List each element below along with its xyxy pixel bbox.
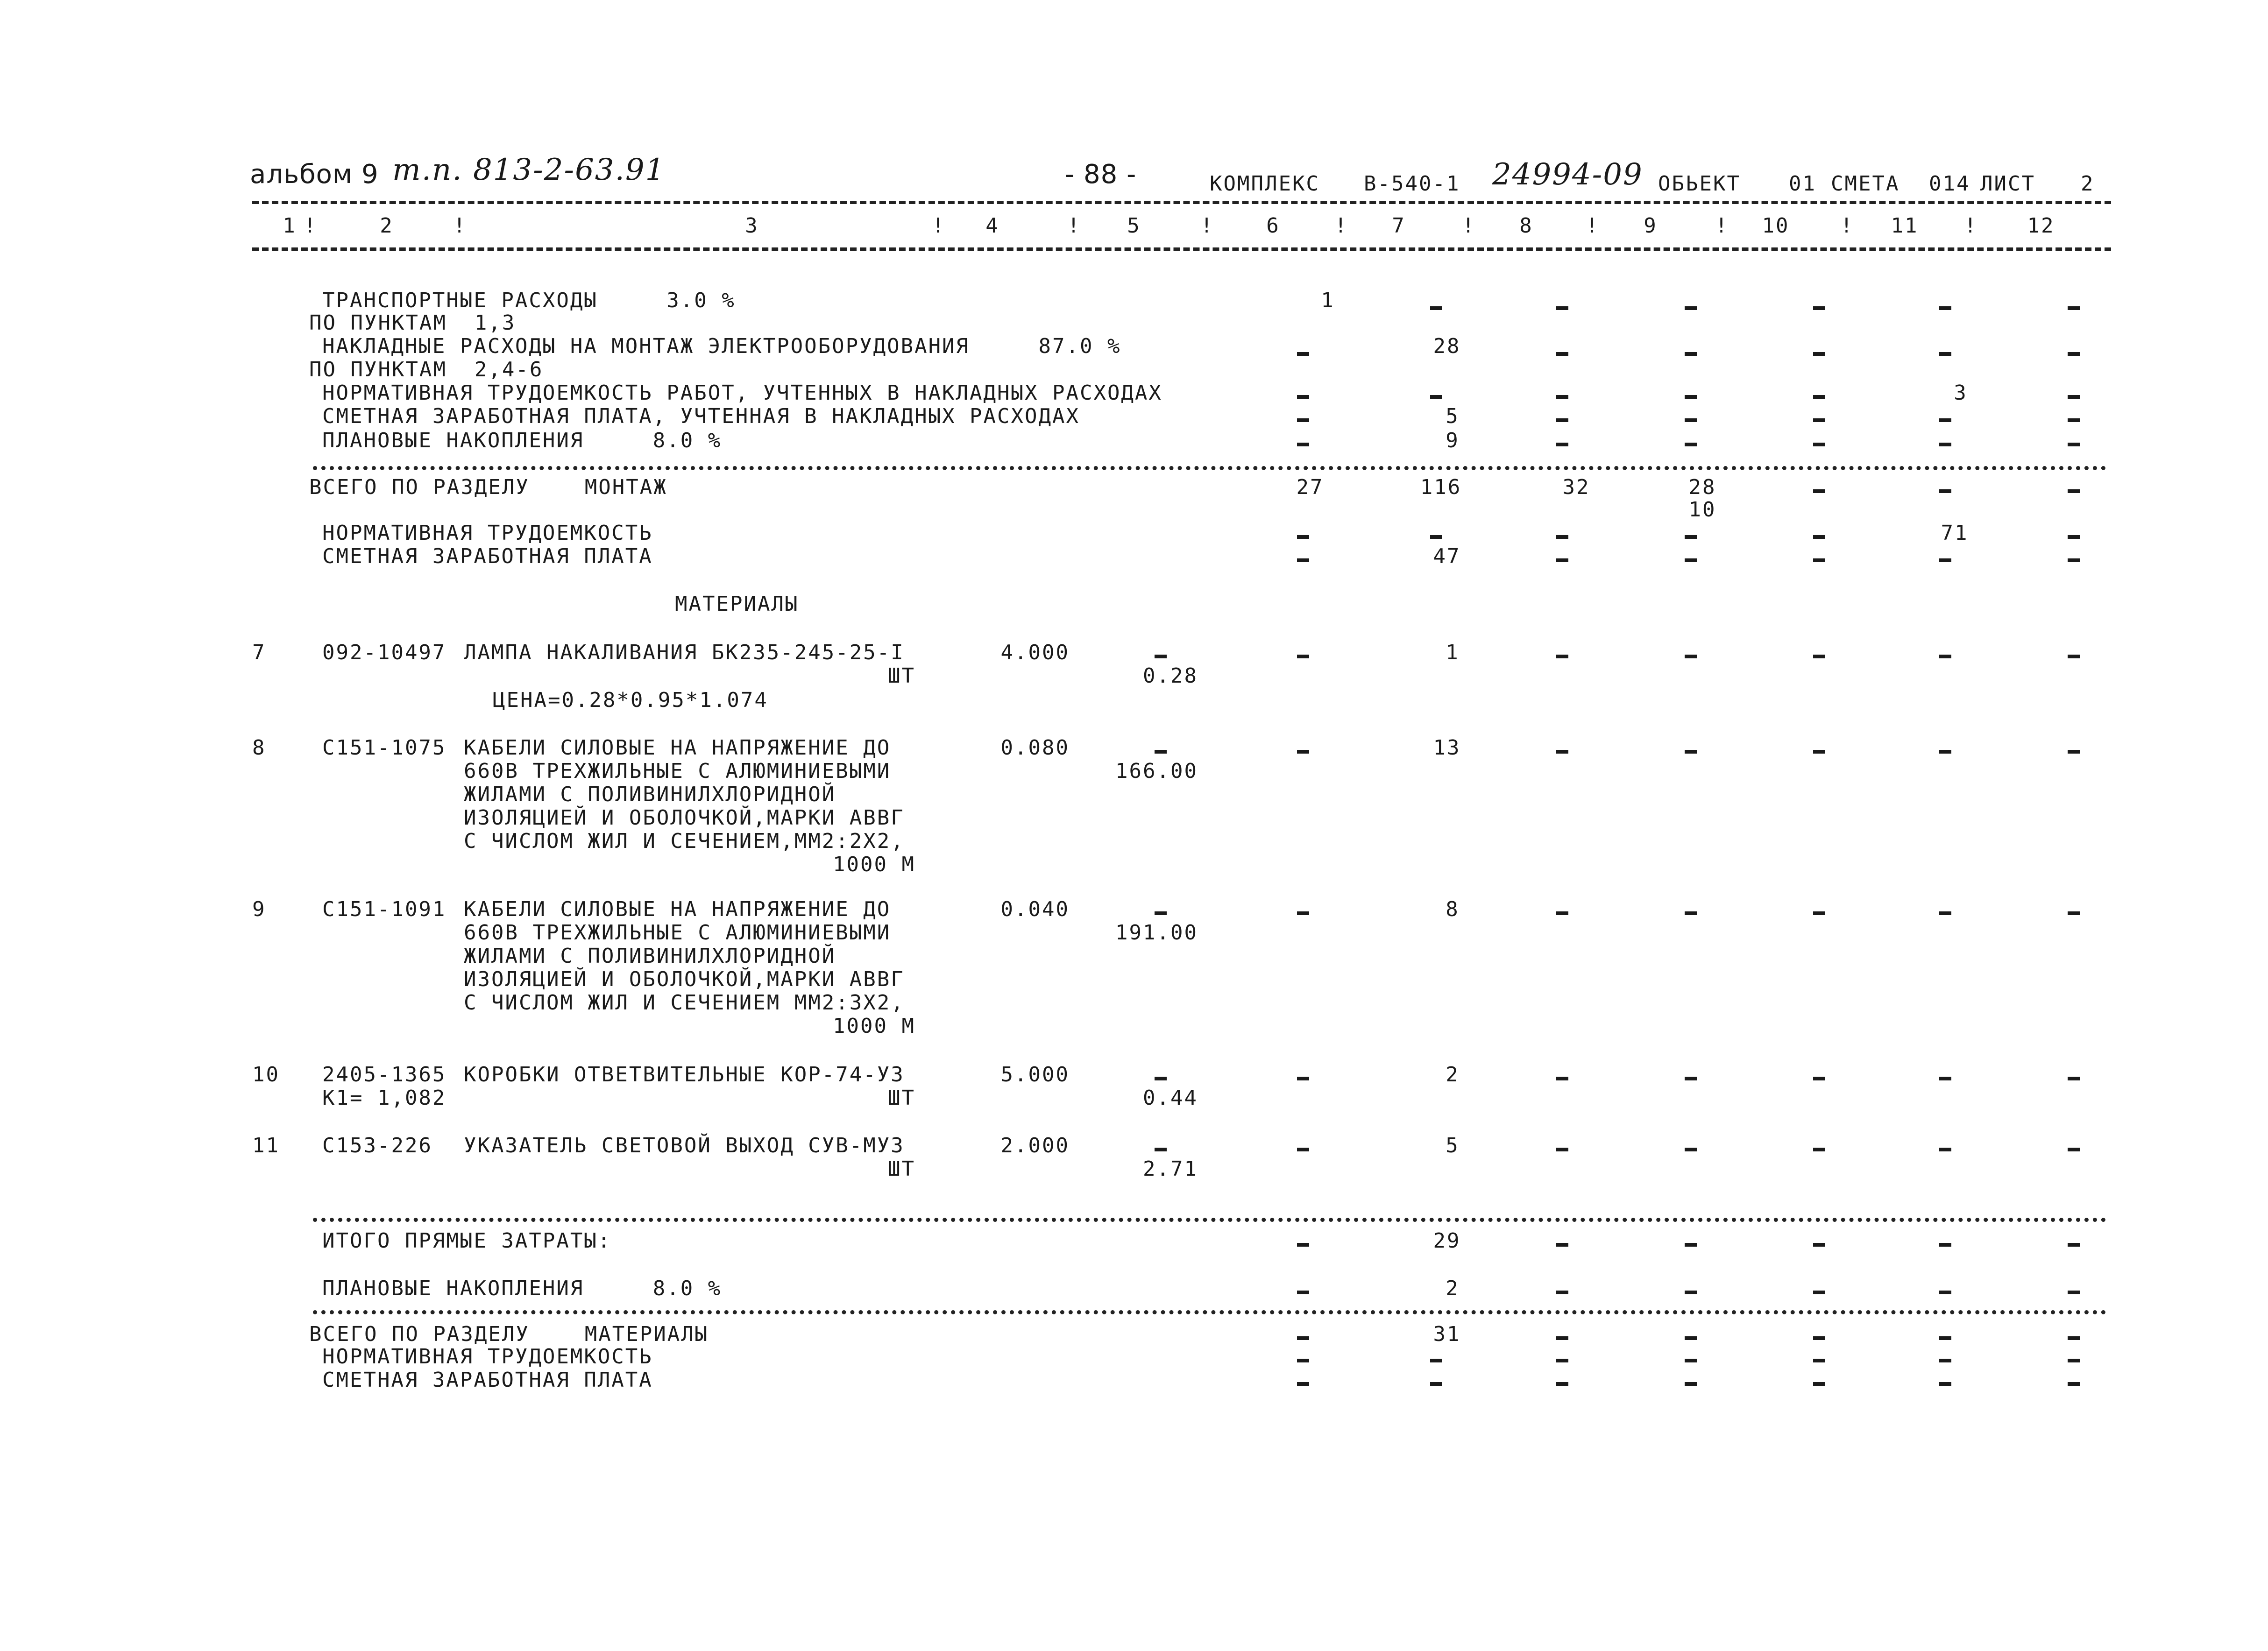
empty-cell-dash (1155, 1148, 1167, 1151)
empty-cell-dash (2068, 1336, 2080, 1340)
item-name-line: КОРОБКИ ОТВЕТВИТЕЛЬНЫЕ КОР-74-У3 (464, 1063, 905, 1087)
empty-cell-dash (1430, 1359, 1442, 1362)
item-name-line: 660В ТРЕХЖИЛЬНЫЕ С АЛЮМИНИЕВЫМИ (464, 921, 891, 945)
item-unit: 1000 М (833, 853, 915, 876)
empty-cell-dash (2068, 443, 2080, 446)
empty-cell-dash (1685, 655, 1697, 658)
complex-code: В-540-1 (1364, 172, 1460, 196)
empty-cell-dash (1939, 1336, 1951, 1340)
empty-cell-dash (1813, 911, 1825, 915)
item-quantity: 0.040 (1000, 897, 1070, 921)
labor-norm-overhead: НОРМАТИВНАЯ ТРУДОЕМКОСТЬ РАБОТ, УЧТЕННЫХ В НАКЛАДНЫХ РАСХОДАХ (322, 381, 1162, 405)
empty-cell-dash (2068, 306, 2080, 310)
empty-cell-dash (1556, 535, 1568, 539)
item-number: 11 (252, 1134, 280, 1157)
empty-cell-dash (1685, 535, 1697, 539)
column-separator: ! (1964, 214, 1978, 238)
item-name-line: 660В ТРЕХЖИЛЬНЫЕ С АЛЮМИНИЕВЫМИ (464, 759, 891, 783)
column-separator: ! (453, 214, 467, 238)
montage-total-col6: 27 (1296, 475, 1324, 499)
montage-labor-norm: НОРМАТИВНАЯ ТРУДОЕМКОСТЬ (322, 521, 653, 545)
item-col7: 8 (1446, 897, 1460, 921)
transport-points: ПО ПУНКТАМ 1,3 (309, 311, 516, 335)
item-code: С151-1091 (322, 897, 447, 921)
empty-cell-dash (1813, 1148, 1825, 1151)
empty-cell-dash (1556, 1336, 1568, 1340)
empty-cell-dash (1939, 489, 1951, 493)
empty-cell-dash (1556, 1291, 1568, 1294)
item-name-line: ЛАМПА НАКАЛИВАНИЯ БК235-245-25-I (464, 641, 905, 664)
column-separator: ! (1840, 214, 1854, 238)
empty-cell-dash (1813, 395, 1825, 399)
empty-cell-dash (1685, 1148, 1697, 1151)
empty-cell-dash (2068, 418, 2080, 422)
labor-norm-overhead-col11: 3 (1954, 381, 1968, 405)
column-number: 10 (1762, 214, 1790, 238)
column-number: 7 (1392, 214, 1406, 238)
column-separator: ! (932, 214, 946, 238)
column-separator: ! (1200, 214, 1214, 238)
wage-overhead: СМЕТНАЯ ЗАРАБОТНАЯ ПЛАТА, УЧТЕННАЯ В НАКЛАДНЫХ РАСХОДАХ (322, 404, 1080, 428)
empty-cell-dash (2068, 1291, 2080, 1294)
item-unit: 1000 М (833, 1014, 915, 1038)
empty-cell-dash (1939, 1077, 1951, 1080)
empty-cell-dash (1556, 655, 1568, 658)
item-number: 8 (252, 736, 266, 760)
column-number: 2 (380, 214, 394, 238)
dotted-separator (313, 1310, 2106, 1314)
materials-total-col7: 31 (1433, 1322, 1461, 1346)
item-col7: 1 (1446, 641, 1460, 664)
empty-cell-dash (1685, 558, 1697, 562)
item-name-line: С ЧИСЛОМ ЖИЛ И СЕЧЕНИЕМ,ММ2:2Х2, (464, 829, 905, 853)
column-number: 8 (1519, 214, 1533, 238)
item-name-line: С ЧИСЛОМ ЖИЛ И СЕЧЕНИЕМ ММ2:3Х2, (464, 991, 905, 1015)
empty-cell-dash (1430, 535, 1442, 539)
empty-cell-dash (1813, 1359, 1825, 1362)
empty-cell-dash (1556, 911, 1568, 915)
planned-savings-materials-col7: 2 (1446, 1277, 1460, 1300)
empty-cell-dash (1813, 750, 1825, 754)
item-name-line: ЖИЛАМИ С ПОЛИВИНИЛХЛОРИДНОЙ (464, 783, 836, 806)
empty-cell-dash (1556, 418, 1568, 422)
empty-cell-dash (1685, 1077, 1697, 1080)
column-number: 1 (283, 214, 297, 238)
empty-cell-dash (1685, 750, 1697, 754)
empty-cell-dash (1939, 352, 1951, 356)
empty-cell-dash (1685, 352, 1697, 356)
empty-cell-dash (2068, 395, 2080, 399)
empty-cell-dash (1939, 1382, 1951, 1386)
empty-cell-dash (1556, 1243, 1568, 1247)
montage-wage-col7: 47 (1433, 544, 1461, 568)
empty-cell-dash (1939, 911, 1951, 915)
empty-cell-dash (1813, 1291, 1825, 1294)
item-code: 092-10497 (322, 641, 447, 664)
item-code: С153-226 (322, 1134, 432, 1157)
empty-cell-dash (2068, 750, 2080, 754)
empty-cell-dash (2068, 1382, 2080, 1386)
empty-cell-dash (1813, 1336, 1825, 1340)
item-name-line: КАБЕЛИ СИЛОВЫЕ НА НАПРЯЖЕНИЕ ДО (464, 897, 891, 921)
dotted-separator (313, 466, 2106, 470)
empty-cell-dash (1685, 395, 1697, 399)
empty-cell-dash (1685, 306, 1697, 310)
item-number: 9 (252, 897, 266, 921)
item-unit-price: 166.00 (1115, 759, 1198, 783)
empty-cell-dash (1813, 306, 1825, 310)
empty-cell-dash (2068, 911, 2080, 915)
empty-cell-dash (1556, 1359, 1568, 1362)
empty-cell-dash (1155, 655, 1167, 658)
column-separator: ! (1586, 214, 1600, 238)
overhead-costs: НАКЛАДНЫЕ РАСХОДЫ НА МОНТАЖ ЭЛЕКТРООБОРУДОВАНИЯ 87.0 % (322, 334, 1121, 358)
column-number: 9 (1644, 214, 1658, 238)
empty-cell-dash (1685, 418, 1697, 422)
column-separator: ! (1067, 214, 1081, 238)
empty-cell-dash (1556, 1077, 1568, 1080)
empty-cell-dash (1556, 1148, 1568, 1151)
item-unit-price: 2.71 (1143, 1157, 1198, 1181)
empty-cell-dash (1297, 1148, 1309, 1151)
column-separator: ! (304, 214, 318, 238)
column-number: 4 (985, 214, 999, 238)
empty-cell-dash (1685, 1382, 1697, 1386)
direct-costs-col7: 29 (1433, 1229, 1461, 1253)
materials-wage: СМЕТНАЯ ЗАРАБОТНАЯ ПЛАТА (322, 1368, 653, 1392)
item-number: 7 (252, 641, 266, 664)
item-name-line: УКАЗАТЕЛЬ СВЕТОВОЙ ВЫХОД СУВ-МУ3 (464, 1134, 905, 1157)
column-separator: ! (1334, 214, 1348, 238)
empty-cell-dash (1297, 1382, 1309, 1386)
empty-cell-dash (1556, 306, 1568, 310)
column-separator: ! (1715, 214, 1729, 238)
empty-cell-dash (1556, 558, 1568, 562)
item-col7: 5 (1446, 1134, 1460, 1157)
empty-cell-dash (1297, 1077, 1309, 1080)
empty-cell-dash (1685, 911, 1697, 915)
empty-cell-dash (1939, 443, 1951, 446)
montage-total-col9b: 10 (1688, 498, 1716, 522)
column-separator: ! (1462, 214, 1476, 238)
empty-cell-dash (1813, 489, 1825, 493)
empty-cell-dash (1297, 558, 1309, 562)
empty-cell-dash (2068, 1243, 2080, 1247)
montage-labor-norm-col11: 71 (1941, 521, 1969, 545)
item-unit: ШТ (888, 1157, 915, 1181)
tp-code-handwritten: т.п. 813-2-63.91 (392, 153, 666, 187)
empty-cell-dash (1297, 535, 1309, 539)
empty-cell-dash (1297, 395, 1309, 399)
empty-cell-dash (2068, 1077, 2080, 1080)
montage-total-col8: 32 (1562, 475, 1590, 499)
montage-wage: СМЕТНАЯ ЗАРАБОТНАЯ ПЛАТА (322, 544, 653, 568)
empty-cell-dash (2068, 352, 2080, 356)
header-rule-top (252, 201, 2111, 204)
item-unit: ШТ (888, 1086, 915, 1110)
planned-savings-materials: ПЛАНОВЫЕ НАКОПЛЕНИЯ 8.0 % (322, 1277, 722, 1300)
empty-cell-dash (1297, 1359, 1309, 1362)
empty-cell-dash (1556, 352, 1568, 356)
item-col7: 13 (1433, 736, 1461, 760)
empty-cell-dash (2068, 1359, 2080, 1362)
empty-cell-dash (1155, 1077, 1167, 1080)
transport-col6: 1 (1321, 289, 1335, 312)
item-unit-price: 0.44 (1143, 1086, 1198, 1110)
empty-cell-dash (1939, 1148, 1951, 1151)
empty-cell-dash (1297, 911, 1309, 915)
empty-cell-dash (1939, 306, 1951, 310)
materials-total-label: ВСЕГО ПО РАЗДЕЛУ МАТЕРИАЛЫ (309, 1322, 709, 1346)
item-number: 10 (252, 1063, 280, 1087)
empty-cell-dash (1430, 1382, 1442, 1386)
item-quantity: 2.000 (1000, 1134, 1070, 1157)
column-number: 5 (1127, 214, 1141, 238)
empty-cell-dash (1813, 1382, 1825, 1386)
empty-cell-dash (1556, 1382, 1568, 1386)
planned-savings-montage-col7: 9 (1446, 429, 1460, 452)
sheet-label: ЛИСТ (1980, 172, 2035, 196)
transport-costs: ТРАНСПОРТНЫЕ РАСХОДЫ 3.0 % (322, 289, 736, 312)
empty-cell-dash (1297, 352, 1309, 356)
empty-cell-dash (1297, 1291, 1309, 1294)
empty-cell-dash (1685, 1336, 1697, 1340)
column-number: 12 (2027, 214, 2055, 238)
album-label: альбом 9 (250, 159, 379, 190)
item-code: С151-1075 (322, 736, 447, 760)
page-number: - 88 - (1065, 159, 1137, 190)
empty-cell-dash (2068, 489, 2080, 493)
column-number: 3 (745, 214, 759, 238)
materials-labor-norm: НОРМАТИВНАЯ ТРУДОЕМКОСТЬ (322, 1345, 653, 1369)
empty-cell-dash (1685, 1359, 1697, 1362)
empty-cell-dash (1297, 655, 1309, 658)
empty-cell-dash (1939, 418, 1951, 422)
empty-cell-dash (1813, 558, 1825, 562)
empty-cell-dash (1297, 1243, 1309, 1247)
estimate-label: СМЕТА (1831, 172, 1900, 196)
item-quantity: 0.080 (1000, 736, 1070, 760)
empty-cell-dash (1939, 750, 1951, 754)
montage-total-col9: 28 (1688, 475, 1716, 499)
empty-cell-dash (1813, 655, 1825, 658)
empty-cell-dash (1430, 395, 1442, 399)
montage-total-label: ВСЕГО ПО РАЗДЕЛУ МОНТАЖ (309, 475, 667, 499)
empty-cell-dash (1939, 1359, 1951, 1362)
item-col7: 2 (1446, 1063, 1460, 1087)
empty-cell-dash (1939, 655, 1951, 658)
empty-cell-dash (2068, 655, 2080, 658)
item-name-line: КАБЕЛИ СИЛОВЫЕ НА НАПРЯЖЕНИЕ ДО (464, 736, 891, 760)
column-number: 6 (1266, 214, 1280, 238)
direct-costs-label: ИТОГО ПРЯМЫЕ ЗАТРАТЫ: (322, 1229, 612, 1253)
item-price-note: ЦЕНА=0.28*0.95*1.074 (493, 688, 768, 712)
empty-cell-dash (1939, 558, 1951, 562)
empty-cell-dash (1297, 418, 1309, 422)
planned-savings-montage: ПЛАНОВЫЕ НАКОПЛЕНИЯ 8.0 % (322, 429, 722, 452)
empty-cell-dash (1813, 418, 1825, 422)
dotted-separator (313, 1218, 2106, 1222)
empty-cell-dash (2068, 1148, 2080, 1151)
item-name-line: ИЗОЛЯЦИЕЙ И ОБОЛОЧКОЙ,МАРКИ АВВГ (464, 967, 905, 991)
item-unit-price: 191.00 (1115, 921, 1198, 945)
sheet-number: 2 (2081, 172, 2095, 196)
complex-label: КОМПЛЕКС (1210, 172, 1320, 196)
empty-cell-dash (1297, 1336, 1309, 1340)
object-label: ОБЬЕКТ (1658, 172, 1741, 196)
empty-cell-dash (1813, 535, 1825, 539)
montage-total-col7: 116 (1420, 475, 1462, 499)
item-quantity: 5.000 (1000, 1063, 1070, 1087)
overhead-col7: 28 (1433, 334, 1461, 358)
overhead-points: ПО ПУНКТАМ 2,4-6 (309, 358, 544, 381)
empty-cell-dash (2068, 558, 2080, 562)
empty-cell-dash (1685, 1243, 1697, 1247)
item-name-line: ИЗОЛЯЦИЕЙ И ОБОЛОЧКОЙ,МАРКИ АВВГ (464, 806, 905, 830)
empty-cell-dash (1155, 750, 1167, 754)
header-rule-bottom (252, 247, 2111, 251)
item-code: 2405-1365 (322, 1063, 447, 1087)
item-coefficient: К1= 1,082 (322, 1086, 447, 1110)
empty-cell-dash (1685, 443, 1697, 446)
empty-cell-dash (1297, 443, 1309, 446)
empty-cell-dash (1556, 395, 1568, 399)
empty-cell-dash (1939, 1291, 1951, 1294)
empty-cell-dash (1813, 443, 1825, 446)
empty-cell-dash (1685, 1291, 1697, 1294)
item-unit: ШТ (888, 664, 915, 688)
item-quantity: 4.000 (1000, 641, 1070, 664)
object-number: 01 (1789, 172, 1816, 196)
empty-cell-dash (1813, 1077, 1825, 1080)
empty-cell-dash (1939, 1243, 1951, 1247)
empty-cell-dash (1556, 750, 1568, 754)
materials-section-title: МАТЕРИАЛЫ (675, 592, 799, 616)
item-name-line: ЖИЛАМИ С ПОЛИВИНИЛХЛОРИДНОЙ (464, 944, 836, 968)
empty-cell-dash (2068, 535, 2080, 539)
column-number: 11 (1891, 214, 1919, 238)
empty-cell-dash (1813, 352, 1825, 356)
wage-overhead-col7: 5 (1446, 404, 1460, 428)
empty-cell-dash (1155, 911, 1167, 915)
item-unit-price: 0.28 (1143, 664, 1198, 688)
empty-cell-dash (1813, 1243, 1825, 1247)
empty-cell-dash (1556, 443, 1568, 446)
doc-number-handwritten: 24994-09 (1492, 157, 1643, 192)
empty-cell-dash (1297, 750, 1309, 754)
empty-cell-dash (1430, 306, 1442, 310)
estimate-number: 014 (1929, 172, 1970, 196)
